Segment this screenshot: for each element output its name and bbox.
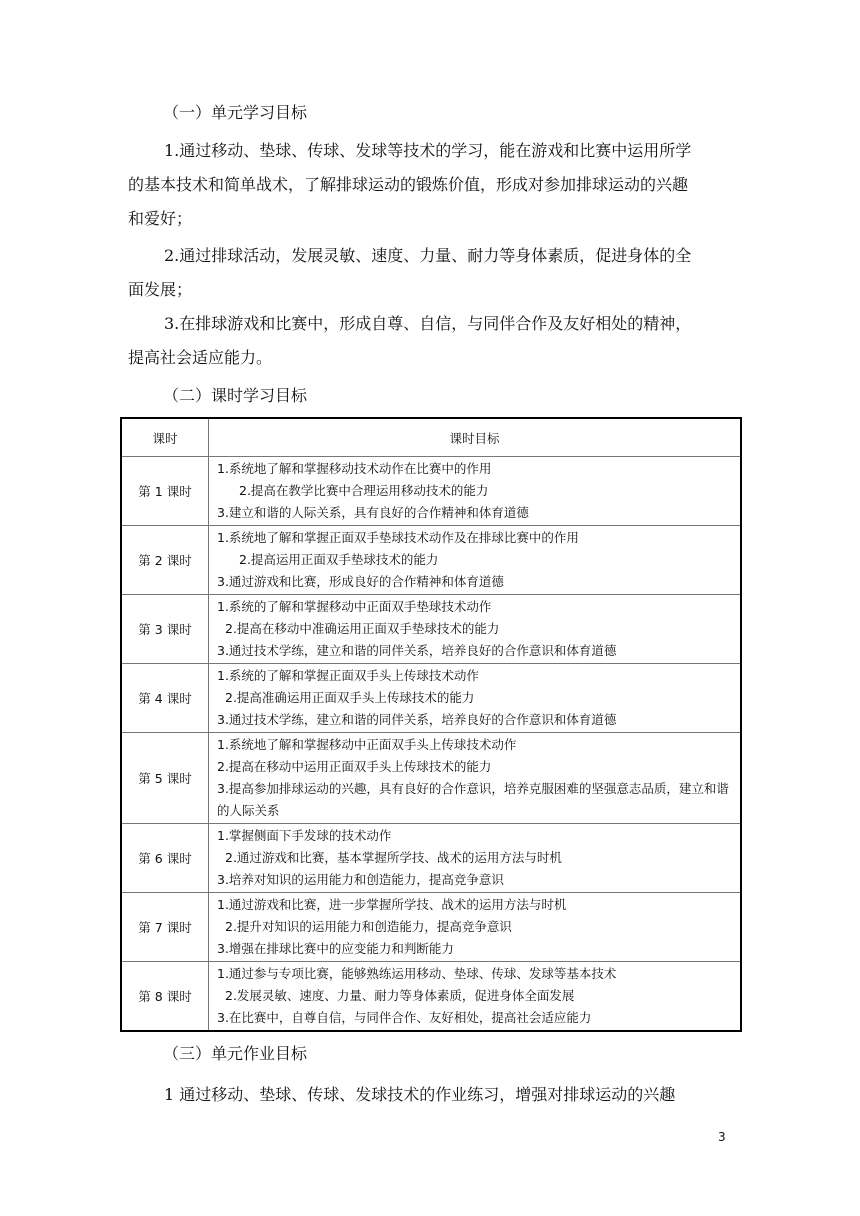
goals-cell <box>209 824 742 893</box>
goal-line: 2.提高在移动中运用正面双手头上传球技术的能力 <box>217 759 492 774</box>
goal-line: 3.通过技术学练，建立和谐的同伴关系，培养良好的合作意识和体育道德 <box>217 643 617 658</box>
goal-line: 1.系统地了解和掌握移动中正面双手头上传球技术动作 <box>217 737 517 752</box>
goals-cell <box>209 962 742 1032</box>
paragraph-line: 的基本技术和简单战术，了解排球运动的锻炼价值，形成对参加排球运动的兴趣 <box>128 175 689 194</box>
section1-heading: （一）单元学习目标 <box>163 103 308 122</box>
goal-line: 1.掌握侧面下手发球的技术动作 <box>217 828 392 843</box>
goal-line: 1.系统地了解和掌握移动技术动作在比赛中的作用 <box>217 461 492 476</box>
period-cell: 第 4 课时 <box>121 664 209 733</box>
table-row <box>121 824 741 893</box>
period-cell: 第 1 课时 <box>121 457 209 526</box>
goals-cell <box>209 526 742 595</box>
paragraph-line: 面发展； <box>128 280 193 299</box>
page-number: 3 <box>718 1130 726 1144</box>
section3-heading: （三）单元作业目标 <box>163 1044 308 1063</box>
header-goals: 课时目标 <box>209 418 742 457</box>
paragraph-line: 1 通过移动、垫球、传球、发球技术的作业练习，增强对排球运动的兴趣 <box>164 1085 676 1104</box>
goal-line: 1.系统的了解和掌握正面双手头上传球技术动作 <box>217 668 479 683</box>
goal-line: 2.提高准确运用正面双手头上传球技术的能力 <box>225 690 475 705</box>
goal-line: 2.提高在移动中准确运用正面双手垫球技术的能力 <box>225 621 500 636</box>
goals-cell <box>209 893 742 962</box>
goal-line: 3.通过游戏和比赛，形成良好的合作精神和体育道德 <box>217 574 504 589</box>
lesson-goals-table <box>120 417 742 1032</box>
goal-line: 3.在比赛中，自尊自信，与同伴合作、友好相处，提高社会适应能力 <box>217 1010 592 1025</box>
goals-cell <box>209 595 742 664</box>
table-row <box>121 526 741 595</box>
goal-line: 2.提高运用正面双手垫球技术的能力 <box>239 552 439 567</box>
paragraph-line: 3.在排球游戏和比赛中，形成自尊、自信，与同伴合作及友好相处的精神， <box>164 314 692 333</box>
section2-heading: （二）课时学习目标 <box>163 386 308 405</box>
section1-paragraph-3 <box>128 307 734 375</box>
table-header-row <box>121 418 741 457</box>
table-row <box>121 664 741 733</box>
goal-line: 3.提高参加排球运动的兴趣，具有良好的合作意识，培养克服困难的坚强意志品质，建立和谐的人际关系 <box>217 781 729 818</box>
goal-line: 1.通过参与专项比赛，能够熟练运用移动、垫球、传球、发球等基本技术 <box>217 966 617 981</box>
goal-line: 2.发展灵敏、速度、力量、耐力等身体素质，促进身体全面发展 <box>225 988 575 1003</box>
paragraph-line: 提高社会适应能力。 <box>128 348 273 367</box>
goal-line: 1.系统地了解和掌握正面双手垫球技术动作及在排球比赛中的作用 <box>217 530 579 545</box>
section1-paragraph-2 <box>128 239 734 307</box>
goal-line: 2.通过游戏和比赛，基本掌握所学技、战术的运用方法与时机 <box>225 850 562 865</box>
paragraph-line: 2.通过排球活动，发展灵敏、速度、力量、耐力等身体素质，促进身体的全 <box>164 246 692 265</box>
goal-line: 3.增强在排球比赛中的应变能力和判断能力 <box>217 941 454 956</box>
goal-line: 3.通过技术学练，建立和谐的同伴关系，培养良好的合作意识和体育道德 <box>217 712 617 727</box>
table-row <box>121 733 741 824</box>
section3-paragraph-1 <box>128 1078 734 1112</box>
goals-cell <box>209 664 742 733</box>
table-row <box>121 893 741 962</box>
goals-cell <box>209 733 742 824</box>
table-row <box>121 595 741 664</box>
goal-line: 3.建立和谐的人际关系，具有良好的合作精神和体育道德 <box>217 505 529 520</box>
goals-cell <box>209 457 742 526</box>
period-cell: 第 3 课时 <box>121 595 209 664</box>
paragraph-line: 和爱好； <box>128 209 193 228</box>
period-cell: 第 7 课时 <box>121 893 209 962</box>
period-cell: 第 2 课时 <box>121 526 209 595</box>
goal-line: 1.系统的了解和掌握移动中正面双手垫球技术动作 <box>217 599 492 614</box>
goal-line: 3.培养对知识的运用能力和创造能力，提高竞争意识 <box>217 872 504 887</box>
header-period: 课时 <box>121 418 209 457</box>
table-row <box>121 457 741 526</box>
period-cell: 第 8 课时 <box>121 962 209 1032</box>
goal-line: 2.提升对知识的运用能力和创造能力，提高竞争意识 <box>225 919 512 934</box>
period-cell: 第 6 课时 <box>121 824 209 893</box>
paragraph-line: 1.通过移动、垫球、传球、发球等技术的学习，能在游戏和比赛中运用所学 <box>164 141 692 160</box>
goal-line: 2.提高在教学比赛中合理运用移动技术的能力 <box>239 483 489 498</box>
goal-line: 1.通过游戏和比赛，进一步掌握所学技、战术的运用方法与时机 <box>217 897 567 912</box>
table-row <box>121 962 741 1032</box>
period-cell: 第 5 课时 <box>121 733 209 824</box>
section1-paragraph-1 <box>128 134 734 236</box>
